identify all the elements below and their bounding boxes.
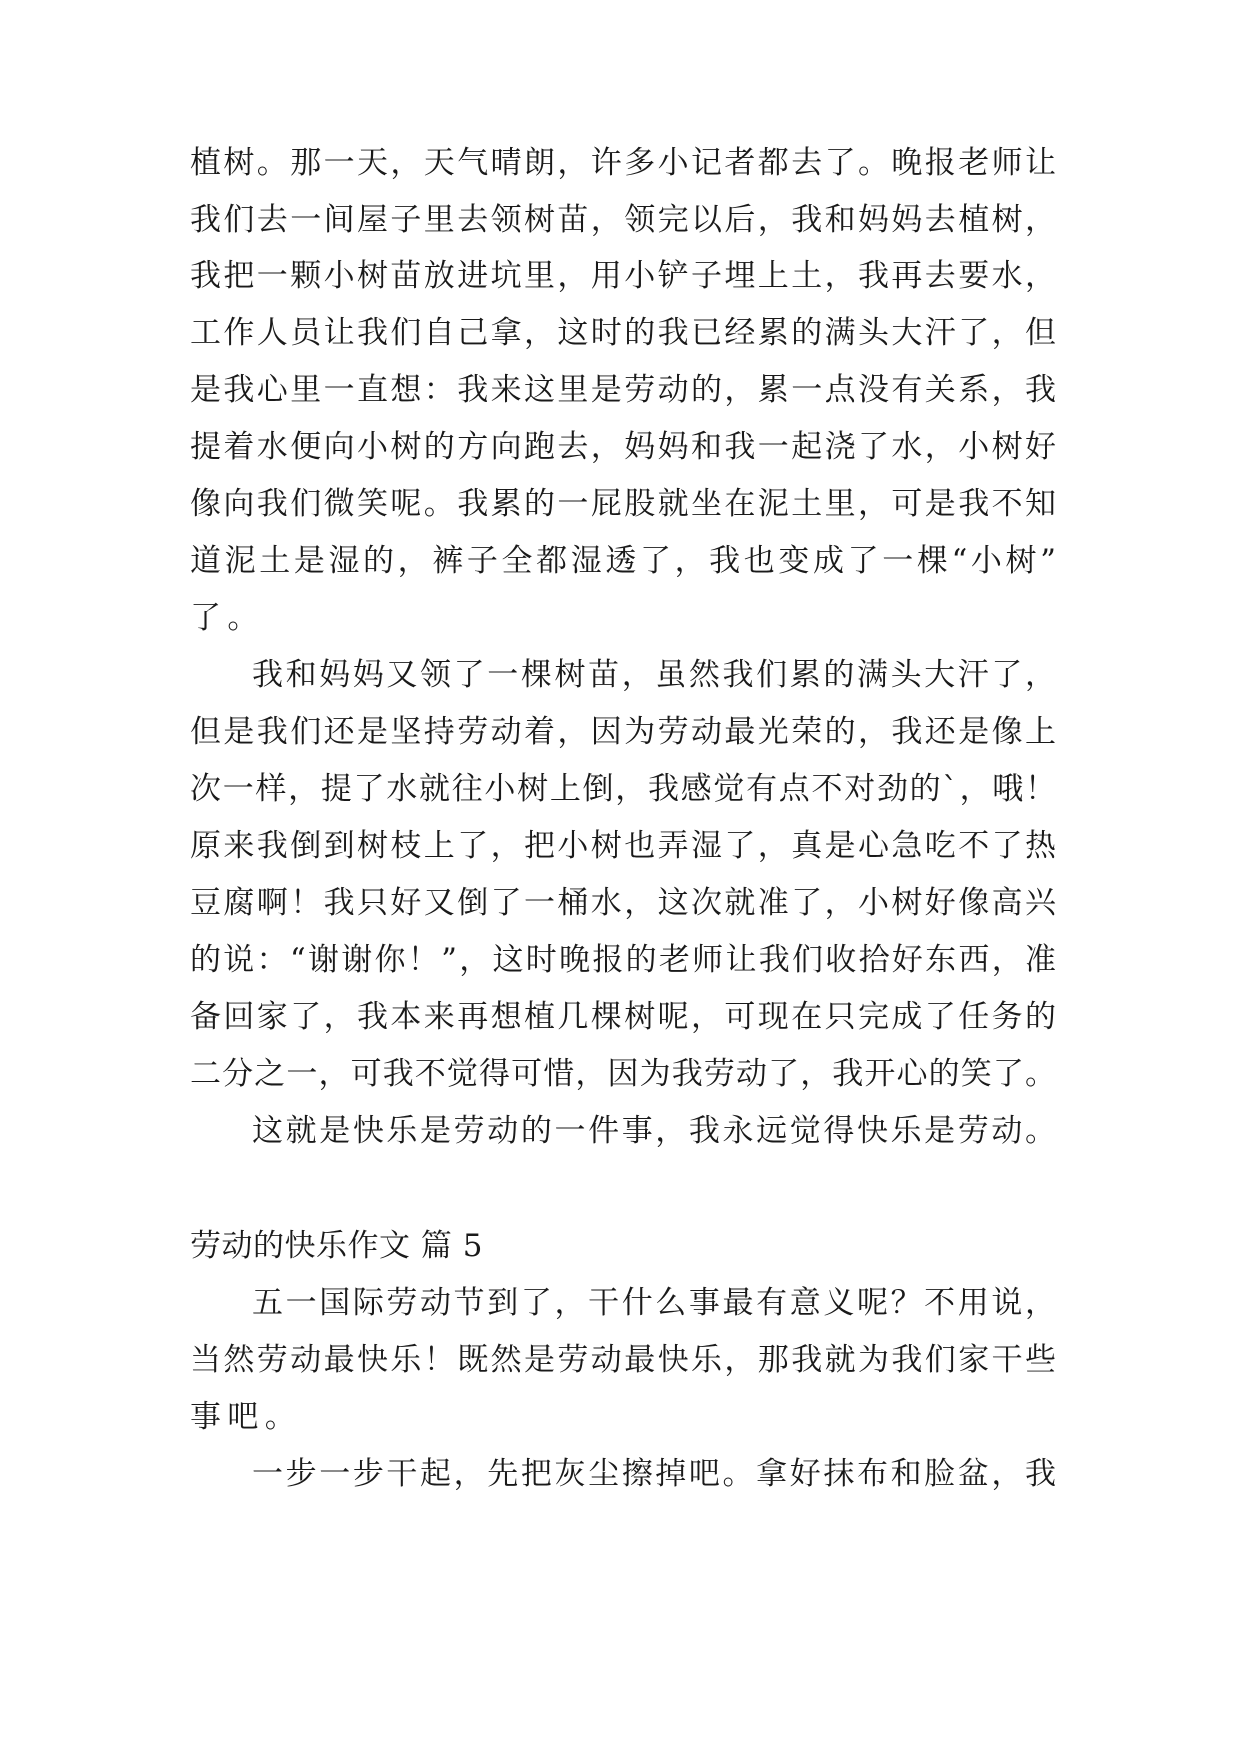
text-line: 事吧。 <box>190 1399 303 1435</box>
text-line: 是我心里一直想：我来这里是劳动的，累一点没有关系，我 <box>190 372 1056 408</box>
text-line: 道泥土是湿的，裤子全都湿透了，我也变成了一棵“小树” <box>190 543 1056 579</box>
text-line: 豆腐啊！我只好又倒了一桶水，这次就准了，小树好像高兴 <box>190 885 1056 921</box>
text-line: 植树。那一天，天气晴朗，许多小记者都去了。晚报老师让 <box>190 145 1056 181</box>
paragraph-first-line: 我和妈妈又领了一棵树苗，虽然我们累的满头大汗了， <box>252 657 1056 693</box>
text-line: 二分之一，可我不觉得可惜，因为我劳动了，我开心的笑了。 <box>190 1056 1056 1092</box>
paragraph-first-line: 一步一步干起，先把灰尘擦掉吧。拿好抹布和脸盆，我 <box>252 1456 1056 1492</box>
text-line: 提着水便向小树的方向跑去，妈妈和我一起浇了水，小树好 <box>190 429 1056 465</box>
text-line: 次一样，提了水就往小树上倒，我感觉有点不对劲的`，哦！ <box>190 771 1056 807</box>
text-line: 原来我倒到树枝上了，把小树也弄湿了，真是心急吃不了热 <box>190 828 1056 864</box>
text-line: 的说：“谢谢你！”，这时晚报的老师让我们收拾好东西，准 <box>190 942 1056 978</box>
paragraph-first-line: 这就是快乐是劳动的一件事，我永远觉得快乐是劳动。 <box>252 1113 1056 1149</box>
text-line: 当然劳动最快乐！既然是劳动最快乐，那我就为我们家干些 <box>190 1342 1056 1378</box>
text-line: 我们去一间屋子里去领树苗，领完以后，我和妈妈去植树， <box>190 202 1056 238</box>
text-line: 了。 <box>190 600 265 636</box>
text-line: 备回家了，我本来再想植几棵树呢，可现在只完成了任务的 <box>190 999 1056 1035</box>
paragraph-first-line: 五一国际劳动节到了，干什么事最有意义呢？不用说， <box>252 1285 1056 1321</box>
text-line: 但是我们还是坚持劳动着，因为劳动最光荣的，我还是像上 <box>190 714 1056 750</box>
text-line: 工作人员让我们自己拿，这时的我已经累的满头大汗了，但 <box>190 315 1056 351</box>
text-line: 像向我们微笑呢。我累的一屁股就坐在泥土里，可是我不知 <box>190 486 1056 522</box>
section-heading: 劳动的快乐作文 篇 5 <box>190 1228 483 1264</box>
text-line: 我把一颗小树苗放进坑里，用小铲子埋上土，我再去要水， <box>190 258 1056 294</box>
